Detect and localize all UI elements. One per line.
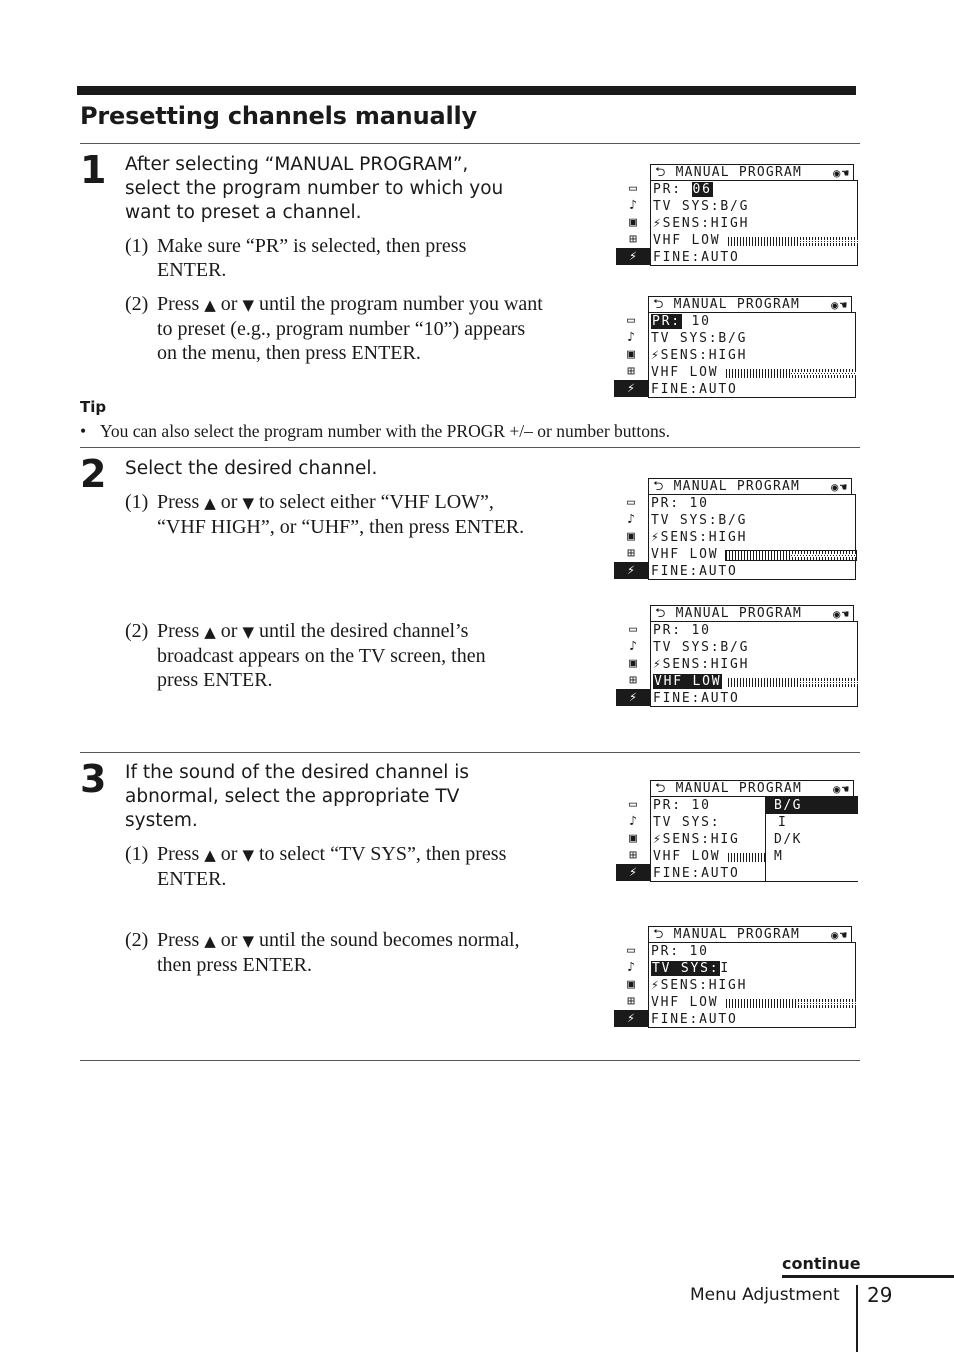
up-arrow-icon: ▲ [204, 296, 216, 314]
pr-value: 10 [691, 314, 711, 329]
fine-label: FINE:AUTO [653, 250, 740, 265]
toolbox-icon: ⊞ [627, 546, 635, 561]
tvsys-options-popup[interactable] [765, 797, 858, 881]
antenna-icon: ⚡ [616, 864, 650, 881]
vhf-label: VHF LOW [651, 547, 719, 562]
return-icon: ⮌ [653, 927, 665, 942]
step-1-sub-2 [125, 292, 545, 365]
pr-label: PR: [653, 182, 682, 197]
sub-number: (1) [125, 843, 149, 865]
down-arrow-icon: ▼ [242, 494, 254, 512]
picture-icon: ▭ [627, 313, 635, 328]
sub-text-or: or [220, 929, 238, 951]
sub-text-rest: to select either “VHF LOW”, “VHF HIGH”, or “UHF”, then press ENTER. [157, 491, 525, 538]
sub-text-press: Press [157, 929, 200, 951]
tvsys-value: I [720, 961, 731, 976]
tvsys-label: TV SYS: [651, 331, 719, 346]
level-bar [728, 853, 766, 862]
antenna-icon: ⚡ [614, 380, 648, 397]
pr-value: 10 [691, 623, 711, 638]
tvsys-option[interactable]: D/K [774, 832, 802, 847]
level-bar [728, 237, 858, 246]
sub-text-rest: until the sound becomes normal, then press ENTER. [157, 929, 520, 976]
sub-text-or: or [220, 620, 238, 642]
osd-menu-4 [616, 605, 860, 709]
pr-value: 10 [689, 944, 709, 959]
music-note-icon: ♪ [627, 960, 635, 975]
vhf-label: VHF LOW [653, 849, 721, 864]
level-bar [726, 369, 856, 378]
up-arrow-icon: ▲ [204, 623, 216, 641]
toolbox-icon: ⊞ [627, 994, 635, 1009]
osd-menu-3 [614, 478, 858, 582]
toolbox-icon: ⊞ [629, 673, 637, 688]
vhf-label: VHF LOW [654, 674, 722, 689]
return-icon: ⮌ [655, 606, 667, 621]
antenna-icon: ⚡ [616, 248, 650, 265]
osd-menu-5 [616, 780, 860, 884]
osd-header: MANUAL PROGRAM [675, 781, 803, 796]
osd-sidebar [614, 312, 648, 398]
music-note-icon: ♪ [629, 814, 637, 829]
sens-label: SENS:HIGH [660, 348, 748, 363]
title-divider [80, 143, 860, 144]
sub-text-rest: until the program number you want to preset (e.g., program number “10”) appears on the menu, then press ENTER. [157, 293, 543, 364]
antenna-small-icon: ⚡ [653, 216, 663, 231]
top-rule [77, 86, 856, 95]
level-bar [726, 999, 856, 1008]
tvsys-value: B/G [720, 640, 750, 655]
pr-label: PR: [653, 798, 682, 813]
tv-icon: ▣ [629, 215, 637, 230]
antenna-icon: ⚡ [616, 689, 650, 706]
return-icon: ⮌ [653, 297, 665, 312]
vhf-label: VHF LOW [653, 233, 721, 248]
level-bar [728, 678, 858, 687]
step-1-lead: After selecting “MANUAL PROGRAM”, select the program number to which you want to preset a channel. [125, 154, 504, 223]
vhf-label: VHF LOW [651, 365, 719, 380]
level-bar [726, 551, 856, 560]
step-3-sub-2 [125, 928, 525, 977]
down-arrow-icon: ▼ [242, 932, 254, 950]
pr-value: 06 [692, 182, 712, 197]
pr-value: 10 [691, 798, 711, 813]
sub-number: (1) [125, 491, 149, 513]
tvsys-option[interactable]: M [774, 849, 784, 864]
picture-icon: ▭ [629, 181, 637, 196]
tv-icon: ▣ [627, 529, 635, 544]
pr-label: PR: [651, 944, 680, 959]
sub-text-press: Press [157, 293, 200, 315]
sub-text-or: or [220, 843, 238, 865]
sub-number: (2) [125, 293, 149, 315]
antenna-icon: ⚡ [614, 1010, 648, 1027]
return-icon: ⮌ [653, 479, 665, 494]
eye-hand-icon: ◉☚ [831, 480, 848, 494]
fine-label: FINE:AUTO [651, 382, 738, 397]
tvsys-option[interactable]: I [778, 815, 788, 830]
pr-label: PR: [653, 623, 682, 638]
vhf-label: VHF LOW [651, 995, 719, 1010]
osd-menu-6 [614, 926, 858, 1030]
pr-value: 10 [689, 496, 709, 511]
osd-menu-1 [616, 164, 860, 268]
step-3-sub-1 [125, 842, 525, 891]
tv-icon: ▣ [627, 977, 635, 992]
osd-header: MANUAL PROGRAM [673, 927, 801, 942]
fine-label: FINE:AUTO [653, 691, 740, 706]
tvsys-label: TV SYS: [651, 513, 719, 528]
osd-sidebar [616, 180, 650, 266]
tip-body: You can also select the program number with the PROGR +/– or number buttons. [100, 421, 670, 441]
osd-header: MANUAL PROGRAM [673, 479, 801, 494]
picture-icon: ▭ [629, 622, 637, 637]
picture-icon: ▭ [629, 797, 637, 812]
continue-label: continue [782, 1254, 861, 1273]
eye-hand-icon: ◉☚ [831, 298, 848, 312]
sub-text-or: or [220, 491, 238, 513]
toolbox-icon: ⊞ [629, 232, 637, 247]
osd-sidebar [614, 942, 648, 1028]
footer-separator [856, 1285, 858, 1352]
fine-label: FINE:AUTO [653, 866, 740, 881]
sens-label: SENS:HIGH [660, 978, 748, 993]
sens-label: SENS:HIGH [660, 530, 748, 545]
picture-icon: ▭ [627, 943, 635, 958]
pr-label: PR: [651, 496, 680, 511]
music-note-icon: ♪ [629, 198, 637, 213]
tvsys-label: TV SYS: [653, 199, 721, 214]
page-title: Presetting channels manually [80, 102, 477, 130]
osd-sidebar [616, 621, 650, 707]
tvsys-label: TV SYS: [653, 640, 721, 655]
antenna-icon: ⚡ [614, 562, 648, 579]
return-icon: ⮌ [655, 781, 667, 796]
sub-text-or: or [220, 293, 238, 315]
up-arrow-icon: ▲ [204, 494, 216, 512]
eye-hand-icon: ◉☚ [831, 928, 848, 942]
tip-heading: Tip [80, 398, 107, 416]
antenna-small-icon: ⚡ [651, 978, 661, 993]
sub-text-rest: until the desired channel’s broadcast appears on the TV screen, then press ENTER. [157, 620, 486, 691]
sub-text: Make sure “PR” is selected, then press ENTER. [157, 235, 467, 281]
sub-text-press: Press [157, 843, 200, 865]
step-2-sub-1 [125, 490, 545, 539]
osd-sidebar [616, 796, 650, 882]
pr-label: PR: [652, 314, 681, 329]
up-arrow-icon: ▲ [204, 846, 216, 864]
osd-header: MANUAL PROGRAM [675, 606, 803, 621]
tvsys-option[interactable]: B/G [766, 797, 858, 814]
sub-number: (1) [125, 235, 149, 257]
music-note-icon: ♪ [627, 512, 635, 527]
toolbox-icon: ⊞ [629, 848, 637, 863]
step-2-sub-2 [125, 619, 525, 692]
osd-sidebar [614, 494, 648, 580]
osd-header: MANUAL PROGRAM [673, 297, 801, 312]
antenna-small-icon: ⚡ [651, 348, 661, 363]
music-note-icon: ♪ [627, 330, 635, 345]
sens-label: SENS:HIGH [662, 216, 750, 231]
toolbox-icon: ⊞ [627, 364, 635, 379]
step-number-1: 1 [80, 148, 107, 192]
section-name: Menu Adjustment [690, 1285, 840, 1305]
down-arrow-icon: ▼ [242, 296, 254, 314]
up-arrow-icon: ▲ [204, 932, 216, 950]
step-1-sub-1 [125, 234, 525, 282]
down-arrow-icon: ▼ [242, 846, 254, 864]
tv-icon: ▣ [629, 831, 637, 846]
sub-number: (2) [125, 929, 149, 951]
tvsys-value: B/G [718, 513, 748, 528]
step-number-2: 2 [80, 452, 107, 496]
fine-label: FINE:AUTO [651, 564, 738, 579]
osd-menu-2 [614, 296, 858, 400]
tv-icon: ▣ [629, 656, 637, 671]
tvsys-label: TV SYS: [653, 815, 721, 830]
footer-rule [782, 1275, 954, 1278]
eye-hand-icon: ◉☚ [833, 782, 850, 796]
return-icon: ⮌ [655, 165, 667, 180]
antenna-small-icon: ⚡ [653, 832, 663, 847]
bottom-divider [80, 1060, 860, 1061]
tvsys-value: B/G [720, 199, 750, 214]
sub-text-press: Press [157, 620, 200, 642]
tvsys-label: TV SYS: [652, 961, 720, 976]
antenna-small-icon: ⚡ [653, 657, 663, 672]
antenna-small-icon: ⚡ [651, 530, 661, 545]
sub-number: (2) [125, 620, 149, 642]
sub-text-rest: to select “TV SYS”, then press ENTER. [157, 843, 507, 890]
sens-label: SENS:HIG [662, 832, 740, 847]
fine-label: FINE:AUTO [651, 1012, 738, 1027]
step-2-lead: Select the desired channel. [125, 458, 378, 479]
picture-icon: ▭ [627, 495, 635, 510]
eye-hand-icon: ◉☚ [833, 166, 850, 180]
tv-icon: ▣ [627, 347, 635, 362]
step-3-lead: If the sound of the desired channel is abnormal, select the appropriate TV system. [125, 762, 470, 831]
sub-text-press: Press [157, 491, 200, 513]
sens-label: SENS:HIGH [662, 657, 750, 672]
tip-bullet: • [80, 421, 87, 441]
tip-text [80, 421, 670, 442]
step-2-divider [80, 447, 860, 448]
down-arrow-icon: ▼ [242, 623, 254, 641]
step-3-divider [80, 752, 860, 753]
music-note-icon: ♪ [629, 639, 637, 654]
osd-header: MANUAL PROGRAM [675, 165, 803, 180]
tvsys-value: B/G [718, 331, 748, 346]
eye-hand-icon: ◉☚ [833, 607, 850, 621]
step-number-3: 3 [80, 757, 107, 801]
page-number: 29 [867, 1283, 893, 1307]
